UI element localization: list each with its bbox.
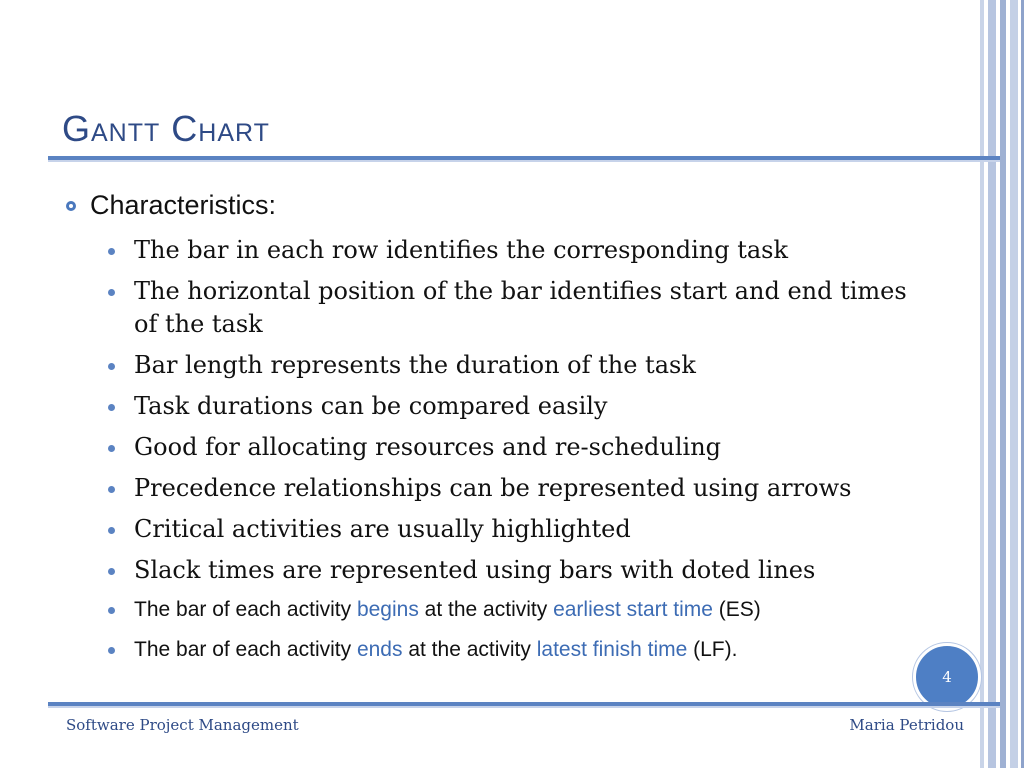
bullet-dot-icon	[108, 647, 115, 654]
list-item	[104, 275, 924, 341]
bullet-list	[104, 234, 924, 675]
bullet-dot-icon	[108, 363, 115, 370]
highlight-latest-finish: latest finish time	[536, 638, 688, 661]
list-item-text: Slack times are represented using bars with doted lines	[134, 556, 816, 584]
text-part: at the activity	[402, 638, 537, 661]
list-item	[104, 472, 924, 505]
bullet-dot-icon	[108, 486, 115, 493]
list-item-text: Critical activities are usually highlighted	[134, 515, 631, 543]
list-item	[104, 234, 924, 267]
list-item-text: The bar in each row identifies the corresponding task	[134, 236, 788, 264]
ring-bullet-icon	[66, 201, 76, 211]
footer-author: Maria Petridou	[849, 716, 964, 734]
decorative-stripes	[968, 0, 1024, 768]
bullet-dot-icon	[108, 607, 115, 614]
list-item	[104, 513, 924, 546]
list-item	[104, 349, 924, 382]
list-item-text: Precedence relationships can be represented using arrows	[134, 474, 852, 502]
text-part: (LF).	[687, 638, 738, 661]
text-part: The bar of each activity	[134, 598, 357, 621]
list-item	[104, 431, 924, 464]
list-item	[104, 390, 924, 423]
bullet-dot-icon	[108, 527, 115, 534]
highlight-earliest-start: earliest start time	[553, 598, 713, 621]
list-item-lf	[104, 635, 924, 665]
text-part: at the activity	[418, 598, 554, 621]
list-item-es	[104, 595, 924, 625]
highlight-begins: begins	[356, 598, 419, 621]
bullet-dot-icon	[108, 404, 115, 411]
title-divider-shadow	[48, 160, 1000, 162]
list-item-text: The horizontal position of the bar identifies start and end times of the task	[134, 277, 907, 338]
footer-course: Software Project Management	[66, 716, 299, 734]
heading-text: Characteristics:	[90, 190, 277, 220]
highlight-ends: ends	[356, 638, 403, 661]
text-part: (ES)	[712, 598, 761, 621]
page-number-badge: 4	[913, 643, 981, 711]
bullet-dot-icon	[108, 568, 115, 575]
list-item-text: Task durations can be compared easily	[134, 392, 608, 420]
text-part: The bar of each activity	[134, 638, 357, 661]
list-item-text: Good for allocating resources and re-scheduling	[134, 433, 722, 461]
footer-divider-shadow	[48, 706, 1000, 708]
bullet-dot-icon	[108, 248, 115, 255]
list-item-text: Bar length represents the duration of the task	[134, 351, 696, 379]
bullet-dot-icon	[108, 445, 115, 452]
heading-bullet	[66, 190, 276, 221]
slide-title: Gantt Chart	[62, 108, 270, 149]
list-item	[104, 554, 924, 587]
bullet-dot-icon	[108, 289, 115, 296]
